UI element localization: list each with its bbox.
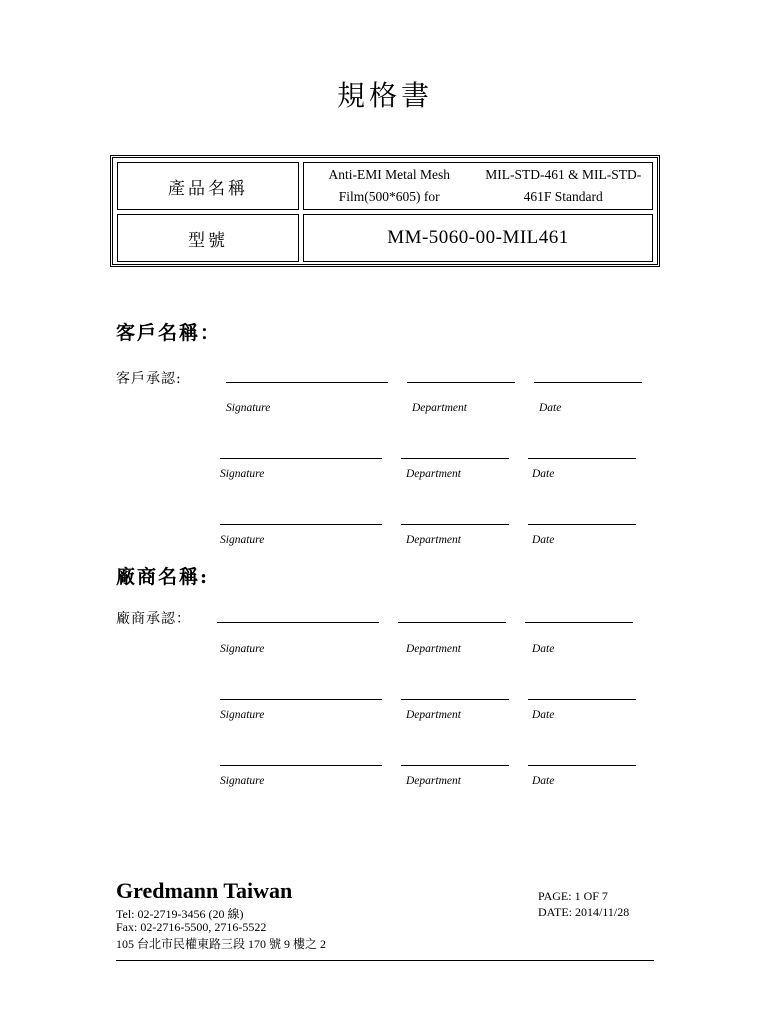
- date-caption: Date: [532, 775, 555, 787]
- vendor-approval-label: 廠商承認：: [116, 611, 191, 627]
- signature-caption: Signature: [220, 468, 265, 480]
- signature-caption: Signature: [220, 775, 265, 787]
- vendor-date-line-1[interactable]: [525, 622, 633, 623]
- date-caption: Date: [532, 709, 555, 721]
- department-caption: Department: [406, 709, 461, 721]
- date-caption: Date: [532, 468, 555, 480]
- department-caption: Department: [406, 468, 461, 480]
- customer-date-line-3[interactable]: [528, 524, 636, 525]
- signature-caption: Signature: [220, 643, 265, 655]
- vendor-department-line-2[interactable]: [401, 699, 509, 700]
- date-caption: Date: [539, 402, 562, 414]
- product-name-label: 產品名稱: [117, 162, 299, 210]
- product-name-value: [303, 162, 653, 210]
- vendor-date-line-2[interactable]: [528, 699, 636, 700]
- customer-date-line-1[interactable]: [534, 382, 642, 383]
- product-name-line-1: Anti-EMI Metal Mesh Film(500*605) for: [328, 167, 450, 204]
- document-date: DATE: 2014/11/28: [538, 905, 630, 919]
- document-title: 規格書: [336, 79, 433, 112]
- signature-caption: Signature: [220, 534, 265, 546]
- customer-signature-line-1[interactable]: [226, 382, 388, 383]
- signature-caption: Signature: [226, 402, 271, 414]
- signature-caption: Signature: [220, 709, 265, 721]
- vendor-department-line-3[interactable]: [401, 765, 509, 766]
- customer-department-line-1[interactable]: [407, 382, 515, 383]
- customer-department-line-3[interactable]: [401, 524, 509, 525]
- department-caption: Department: [412, 402, 467, 414]
- vendor-signature-line-3[interactable]: [220, 765, 382, 766]
- company-name: Gredmann Taiwan: [116, 878, 293, 903]
- page-number: PAGE: 1 OF 7: [538, 889, 608, 903]
- department-caption: Department: [406, 775, 461, 787]
- model-label: 型號: [117, 214, 299, 262]
- vendor-date-line-3[interactable]: [528, 765, 636, 766]
- customer-signature-line-3[interactable]: [220, 524, 382, 525]
- date-caption: Date: [532, 643, 555, 655]
- product-name-line-2: MIL-STD-461 & MIL-STD-461F Standard: [485, 167, 642, 204]
- vendor-signature-line-2[interactable]: [220, 699, 382, 700]
- customer-department-line-2[interactable]: [401, 458, 509, 459]
- vendor-heading: 廠商名稱:: [116, 566, 210, 588]
- product-name-row: [117, 162, 653, 210]
- customer-signature-line-2[interactable]: [220, 458, 382, 459]
- date-caption: Date: [532, 534, 555, 546]
- customer-approval-label: 客戶承認:: [116, 371, 182, 387]
- vendor-department-line-1[interactable]: [398, 622, 506, 623]
- company-address: 105 台北市民權東路三段 170 號 9 樓之 2: [116, 937, 327, 951]
- model-row: [117, 214, 653, 262]
- vendor-signature-line-1[interactable]: [217, 622, 379, 623]
- customer-date-line-2[interactable]: [528, 458, 636, 459]
- footer-divider: [116, 960, 654, 961]
- model-value: MM-5060-00-MIL461: [303, 214, 653, 262]
- department-caption: Department: [406, 534, 461, 546]
- spec-table: [110, 155, 660, 267]
- customer-heading: 客戶名稱：: [116, 322, 222, 344]
- company-tel: Tel: 02-2719-3456 (20 線): [116, 907, 244, 921]
- department-caption: Department: [406, 643, 461, 655]
- company-fax: Fax: 02-2716-5500, 2716-5522: [116, 920, 267, 934]
